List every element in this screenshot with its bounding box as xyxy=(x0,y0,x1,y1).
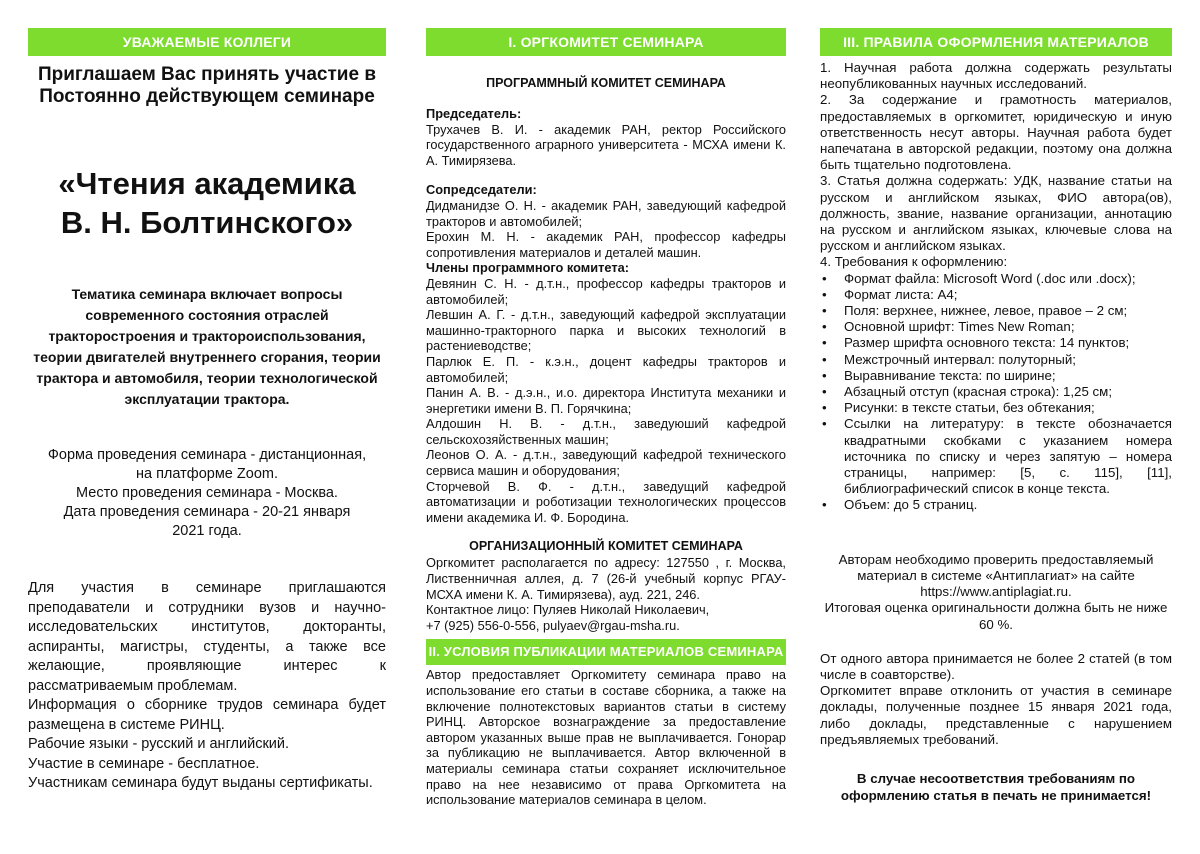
member-entry: Панин А. В. - д.э.н., и.о. директора Института механики и энергетики имени В. П. Горячкина; xyxy=(426,385,786,416)
rule-item: 1. Научная работа должна содержать результаты неопубликованных научных исследований. xyxy=(820,60,1172,92)
antiplagiat-line: Итоговая оценка оригинальности должна быть не ниже 60 %. xyxy=(824,600,1168,632)
participation-paragraph: Участие в семинаре - бесплатное. xyxy=(28,755,260,772)
requirement-item: • Межстрочный интервал: полуторный; xyxy=(820,352,1172,368)
program-committee-list xyxy=(426,106,786,525)
rule-item: 3. Статья должна содержать: УДК, название статьи на русском и английском языках, ФИО автора(ов), должность, звание, название организации, аннотацию на русском и английском языках, ключевые слова на русском и английском языках. xyxy=(820,173,1172,254)
requirement-item: • Формат листа: А4; xyxy=(820,287,1172,303)
participation-paragraph: Для участия в семинаре приглашаются преподаватели и сотрудники вузов и научно-исследовательских институтов, докторанты, аспиранты, магистры, студенты, а также все желающие, проявляющие интерес к рассматриваемым проблемам. xyxy=(28,580,386,694)
member-entry: Леонов О. А. - д.т.н., заведующий кафедрой технического сервиса машин и оборудования; xyxy=(426,447,786,479)
format-line: 2021 года. xyxy=(172,523,242,539)
seminar-title xyxy=(28,164,386,242)
member-entry: Сторчевой В. Ф. - д.т.н., заведущий кафедрой автоматизации и роботизации технологических процессов имени академика И. Ф. Бородина. xyxy=(426,478,786,525)
seminar-title-line-1: «Чтения академика xyxy=(58,166,356,201)
header-org-committee: I. ОРГКОМИТЕТ СЕМИНАРА xyxy=(426,28,786,56)
member-entry: Девянин С. Н. - д.т.н., профессор кафедры тракторов и автомобилей; xyxy=(426,275,786,307)
requirement-item: • Объем: до 5 страниц. xyxy=(820,497,1172,513)
member-entry: Парлюк Е. П. - к.э.н., доцент кафедры тракторов и автомобилей; xyxy=(426,353,786,385)
invitation-heading xyxy=(28,64,386,108)
header-publication-terms: II. УСЛОВИЯ ПУБЛИКАЦИИ МАТЕРИАЛОВ СЕМИНАРА xyxy=(426,639,786,665)
requirement-item: • Выравнивание текста: по ширине; xyxy=(820,368,1172,384)
contact-person: Контактное лицо: Пуляев Николай Николаевич, xyxy=(426,602,710,618)
header-dear-colleagues: УВАЖАЕМЫЕ КОЛЛЕГИ xyxy=(28,28,386,56)
cochair-entry: Дидманидзе О. Н. - академик РАН, заведующий кафедрой тракторов и автомобилей; xyxy=(426,197,786,229)
cochairs-label: Сопредседатели: xyxy=(426,182,537,198)
participation-info xyxy=(28,579,386,794)
publication-terms-text: Автор предоставляет Оргкомитету семинара право на использование его статьи в составе сборника, а также на включение полнотекстовых вариантов статьи в систему РИНЦ. Авторское вознаграждение за предоставление автором указанных выше прав не выплачивается. Гонорар за публикацию не выплачивается. Автор включенной в материалы семинара статьи сохраняет исключительное право на нее независимо от права Оргкомитета на использование материалов семинара в целом. xyxy=(426,667,786,808)
format-line: на платформе Zoom. xyxy=(135,466,278,482)
requirement-item: • Формат файла: Microsoft Word (.doc или .docx); xyxy=(820,271,1172,287)
rejection-warning: В случае несоответствия требованиям по оформлению статья в печать не принимается! xyxy=(840,770,1152,803)
rule-item: 2. За содержание и грамотность материалов, предоставляемых в оргкомитет, юридическую и иную ответственность несут авторы. Научная работа будет напечатана в авторской редакции, поэтому она должна быть тщательно подготовлена. xyxy=(820,92,1172,173)
limit-paragraph: От одного автора принимается не более 2 статей (в том числе в соавторстве). xyxy=(820,650,1172,682)
participation-paragraph: Информация о сборнике трудов семинара будет размещена в системе РИНЦ. xyxy=(28,697,386,733)
rules-list xyxy=(820,60,1172,514)
antiplagiat-link[interactable]: https://www.antiplagiat.ru. xyxy=(920,584,1072,600)
limit-paragraph: Оргкомитет вправе отклонить от участия в семинаре доклады, полученные позднее 15 января 2021 года, либо доклады, представленные с нарушением предъявляемых требований. xyxy=(820,683,1172,747)
antiplagiat-line: Авторам необходимо проверить предоставляемый материал в системе «Антиплагиат» на сайте xyxy=(838,551,1154,583)
requirement-item: • Поля: верхнее, нижнее, левое, правое – 2 см; xyxy=(820,303,1172,319)
requirement-item: • Рисунки: в тексте статьи, без обтекания; xyxy=(820,400,1172,416)
requirement-item: • Основной шрифт: Times New Roman; xyxy=(820,319,1172,335)
invitation-line-1: Приглашаем Вас принять участие в xyxy=(37,64,377,85)
header-formatting-rules: III. ПРАВИЛА ОФОРМЛЕНИЯ МАТЕРИАЛОВ xyxy=(820,28,1172,56)
seminar-themes: Тематика семинара включает вопросы современного состояния отраслей тракторостроения и трактороиспользования, теории двигателей внутреннего сгорания, теории трактора и автомобиля, теории технологической эксплуатации трактора. xyxy=(33,286,381,407)
requirement-item: • Ссылки на литературу: в тексте обозначается квадратными скобками с указанием номера источника по списку и через запятую – номера страницы, например: [5, с. 115], [11], библиографический список в конце текста. xyxy=(820,416,1172,497)
cochair-entry: Ерохин М. Н. - академик РАН, профессор кафедры сопротивления материалов и деталей машин. xyxy=(426,229,786,260)
submission-limits xyxy=(820,651,1172,748)
member-entry: Левшин А. Г. - д.т.н., заведующий кафедрой эксплуатации машинно-тракторного парка и высоких технологий в растениеводстве; xyxy=(426,307,786,354)
format-line: Дата проведения семинара - 20-21 января xyxy=(63,504,351,520)
requirement-item: • Абзацный отступ (красная строка): 1,25 см; xyxy=(820,384,1172,400)
column-committee xyxy=(426,28,786,808)
format-line: Место проведения семинара - Москва. xyxy=(76,485,338,501)
requirement-item: • Размер шрифта основного текста: 14 пунктов; xyxy=(820,335,1172,351)
program-committee-title: ПРОГРАММНЫЙ КОМИТЕТ СЕМИНАРА xyxy=(486,76,726,90)
column-invitation xyxy=(28,28,386,794)
contact-phone-email: +7 (925) 556-0-556, pulyaev@rgau-msha.ru. xyxy=(426,617,680,633)
seminar-format-info xyxy=(28,446,386,541)
rule-item: 4. Требования к оформлению: xyxy=(820,254,1008,270)
org-committee-title: ОРГАНИЗАЦИОННЫЙ КОМИТЕТ СЕМИНАРА xyxy=(469,539,743,554)
members-label: Члены программного комитета: xyxy=(426,260,630,276)
participation-paragraph: Участникам семинара будут выданы сертификаты. xyxy=(28,775,373,791)
participation-paragraph: Рабочие языки - русский и английский. xyxy=(28,736,290,752)
seminar-title-line-2: В. Н. Болтинского» xyxy=(60,205,354,240)
column-formatting-rules xyxy=(820,28,1172,804)
requirements-list xyxy=(820,271,1172,514)
format-line: Форма проведения семинара - дистанционная, xyxy=(47,447,367,463)
org-committee-address: Оргкомитет располагается по адресу: 127550 , г. Москва, Лиственничная аллея, д. 7 (26-й учебный корпус РГАУ-МСХА имени К. А. Тимирязева), ауд. 221, 246. xyxy=(426,555,786,602)
chair-text: Трухачев В. И. - академик РАН, ректор Российского государственного аграрного университета - МСХА имени К. А. Тимирязева. xyxy=(426,121,786,168)
member-entry: Алдошин Н. В. - д.т.н., заведуюший кафедрой сельскохозяйственных машин; xyxy=(426,416,786,447)
antiplagiat-notice xyxy=(820,552,1172,633)
invitation-line-2: Постоянно действующем семинаре xyxy=(39,86,375,107)
chair-label: Председатель: xyxy=(426,106,522,121)
org-committee-info xyxy=(426,555,786,633)
